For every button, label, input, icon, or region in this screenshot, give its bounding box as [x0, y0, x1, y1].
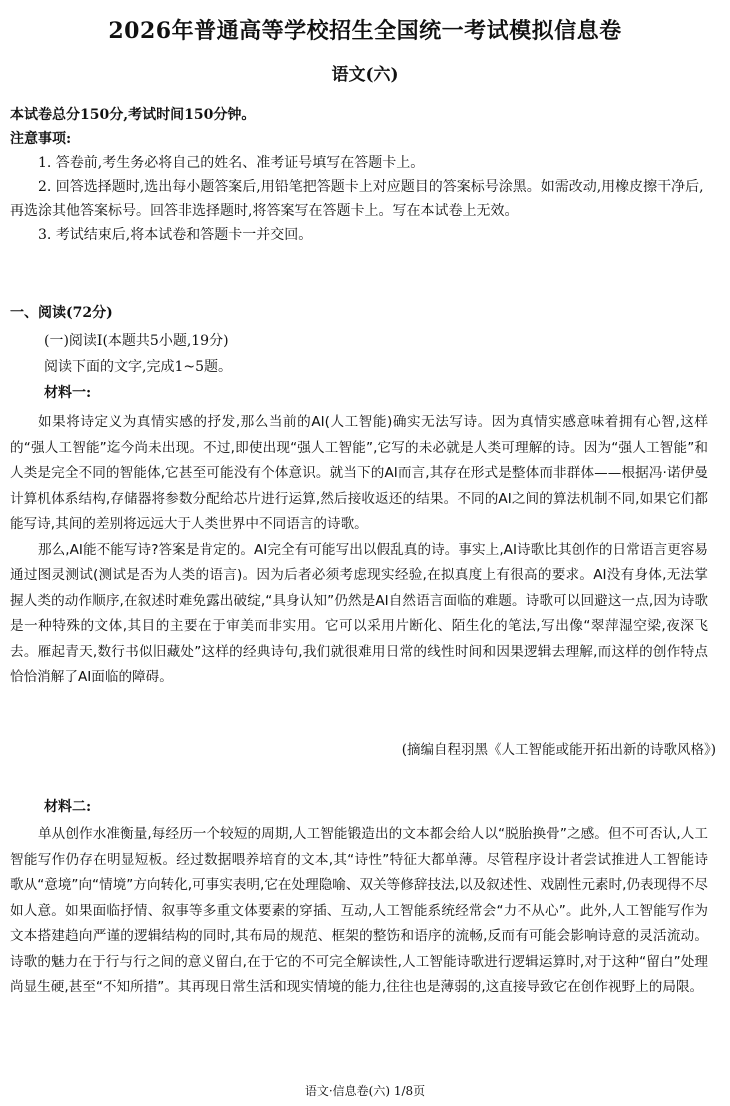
material-one-text	[10, 410, 708, 691]
material-two-label: 材料二:	[44, 799, 92, 815]
material-one-source: (摘编自程羽黑《人工智能或能开拓出新的诗歌风格》)	[401, 742, 716, 758]
exam-subtitle: 语文(六)	[331, 65, 399, 85]
notice-item: 1. 答卷前,考生务必将自己的姓名、准考证号填写在答题卡上。	[38, 155, 425, 171]
exam-title: 2026年普通高等学校招生全国统一考试模拟信息卷	[108, 18, 622, 44]
paragraph: 单从创作水准衡量,每经历一个较短的周期,人工智能锻造出的文本都会给人以“脱胎换骨”之感。但不可否认,人工智能写作仍存在明显短板。经过数据喂养培育的文本,其“诗性”特征大都单薄。尽管程序设计者尝试推进人工智能诗歌从“意境”向“情境”方向转化,可事实表明,它在处理隐喻、双关等修辞技法,以及叙述性、戏剧性元素时,仍表现得不尽如人意。如果面临抒情、叙事等多重文体要素的穿插、互动,人工智能系统经常会“力不从心”。此外,人工智能写作为文本搭建趋向严谨的逻辑结构的同时,其布局的规范、框架的整饬和语序的流畅,反而有可能会影响诗意的灵活流动。诗歌的魅力在于行与行之间的意义留白,在于它的不可完全解读性,人工智能诗歌进行逻辑运算时,对于这种“留白”处理尚显生硬,甚至“不知所措”。其再现日常生活和现实情境的能力,往往也是薄弱的,这直接导致它在创作视野上的局限。	[10, 826, 708, 995]
section-heading: 一、阅读(72分)	[10, 305, 113, 321]
paragraph: 那么,AI能不能写诗?答案是肯定的。AI完全有可能写出以假乱真的诗。事实上,AI诗歌比其创作的日常语言更容易通过图灵测试(测试是否为人类的语言)。因为后者必须考虑现实经验,在拟真度上有很高的要求。AI没有身体,无法掌握人类的动作顺序,在叙述时难免露出破绽,“具身认知”仍然是AI自然语言面临的难题。诗歌可以回避这一点,因为诗歌是一种特殊的文体,其目的主要在于审美而非实用。它可以采用片断化、陌生化的笔法,写出像“翠萍湿空梁,夜深飞去。雁起青天,数行书似旧藏处”这样的经典诗句,我们就很难用日常的线性时间和因果逻辑去理解,而这样的创作特点恰恰消解了AI面临的障碍。	[10, 541, 708, 685]
exam-instructions	[10, 103, 710, 247]
notice-title: 注意事项:	[10, 131, 72, 147]
material-one-label: 材料一:	[44, 385, 92, 401]
material-two-text	[10, 822, 708, 1001]
reading-instruction: 阅读下面的文字,完成1~5题。	[44, 359, 232, 375]
notice-item: 2. 回答选择题时,选出每小题答案后,用铅笔把答题卡上对应题目的答案标号涂黑。如需改动,用橡皮擦干净后,再选涂其他答案标号。回答非选择题时,将答案写在答题卡上。写在本试卷上无效。	[10, 179, 704, 219]
notice-item: 3. 考试结束后,将本试卷和答题卡一并交回。	[38, 227, 313, 243]
sub-section-heading: (一)阅读Ⅰ(本题共5小题,19分)	[44, 333, 229, 349]
page-footer: 语文·信息卷(六) 1/8页	[304, 1084, 426, 1098]
score-line: 本试卷总分150分,考试时间150分钟。	[10, 107, 256, 123]
paragraph: 如果将诗定义为真情实感的抒发,那么当前的AI(人工智能)确实无法写诗。因为真情实感意味着拥有心智,这样的“强人工智能”迄今尚未出现。不过,即使出现“强人工智能”,它写的未必就是人类可理解的诗。因为“强人工智能”和人类是完全不同的智能体,它甚至可能没有个体意识。就当下的AI而言,其存在形式是整体而非群体——根据冯·诺伊曼计算机体系结构,存储器将参数分配给芯片进行运算,然后接收返还的结果。不同的AI之间的算法机制不同,如果它们都能写诗,其间的差别将远远大于人类世界中不同语言的诗歌。	[10, 414, 708, 532]
